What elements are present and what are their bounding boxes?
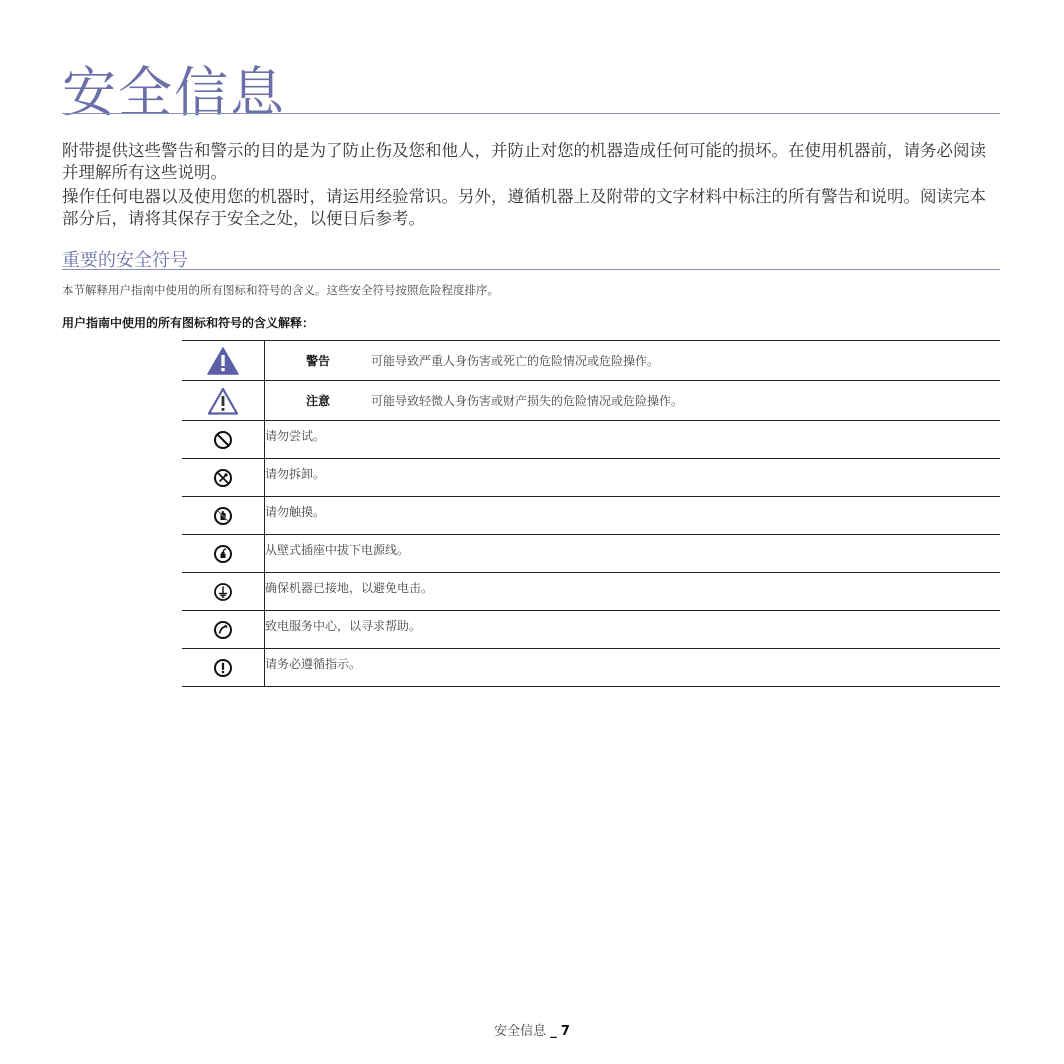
symbol-description: 确保机器已接地，以避免电击。 (265, 573, 1001, 611)
caution-outline-triangle-icon (207, 387, 239, 415)
symbol-description: 可能导致严重人身伤害或死亡的危险情况或危险操作。 (371, 341, 1000, 381)
section-description: 本节解释用户指南中使用的所有图标和符号的含义。这些安全符号按照危险程度排序。 (62, 283, 499, 297)
table-row (182, 649, 1000, 687)
footer-section: 安全信息 (494, 1024, 547, 1039)
table-row (182, 421, 1000, 459)
symbol-label: 警告 (265, 341, 372, 381)
safety-symbols-table (182, 340, 1000, 687)
footer-separator: _ (550, 1024, 557, 1039)
section-title: 重要的安全符号 (62, 250, 188, 271)
ground-icon (213, 582, 233, 602)
table-row (182, 611, 1000, 649)
intro-text (62, 140, 1000, 232)
page-footer (0, 1020, 1064, 1039)
title-rule (62, 113, 1000, 114)
table-row (182, 573, 1000, 611)
table-row (182, 535, 1000, 573)
table-row (182, 497, 1000, 535)
symbol-label: 注意 (265, 381, 372, 421)
page-title: 安全信息 (62, 61, 286, 124)
intro-paragraph-1: 附带提供这些警告和警示的目的是为了防止伤及您和他人，并防止对您的机器造成任何可能的损坏。在使用机器前，请务必阅读并理解所有这些说明。 (62, 141, 986, 182)
symbol-description: 从壁式插座中拔下电源线。 (265, 535, 1001, 573)
page-number: 7 (560, 1024, 570, 1039)
intro-paragraph-2: 操作任何电器以及使用您的机器时，请运用经验常识。另外，遵循机器上及附带的文字材料中标注的所有警告和说明。阅读完本部分后，请将其保存于安全之处，以便日后参考。 (62, 187, 986, 228)
table-row (182, 381, 1000, 421)
symbol-description: 请勿尝试。 (265, 421, 1001, 459)
table-row (182, 341, 1000, 381)
table-caption: 用户指南中使用的所有图标和符号的含义解释： (62, 316, 315, 330)
table-row (182, 459, 1000, 497)
warning-filled-triangle-icon (207, 347, 239, 375)
symbol-description: 请勿触摸。 (265, 497, 1001, 535)
prohibited-icon (213, 430, 233, 450)
symbol-description: 致电服务中心，以寻求帮助。 (265, 611, 1001, 649)
exclamation-circle-icon (213, 658, 233, 678)
call-service-icon (213, 620, 233, 640)
do-not-touch-icon (213, 506, 233, 526)
symbol-description: 请勿拆卸。 (265, 459, 1001, 497)
do-not-disassemble-icon (213, 468, 233, 488)
symbol-description: 请务必遵循指示。 (265, 649, 1001, 687)
section-rule (62, 269, 1000, 270)
symbol-description: 可能导致轻微人身伤害或财产损失的危险情况或危险操作。 (371, 381, 1000, 421)
unplug-icon (213, 544, 233, 564)
